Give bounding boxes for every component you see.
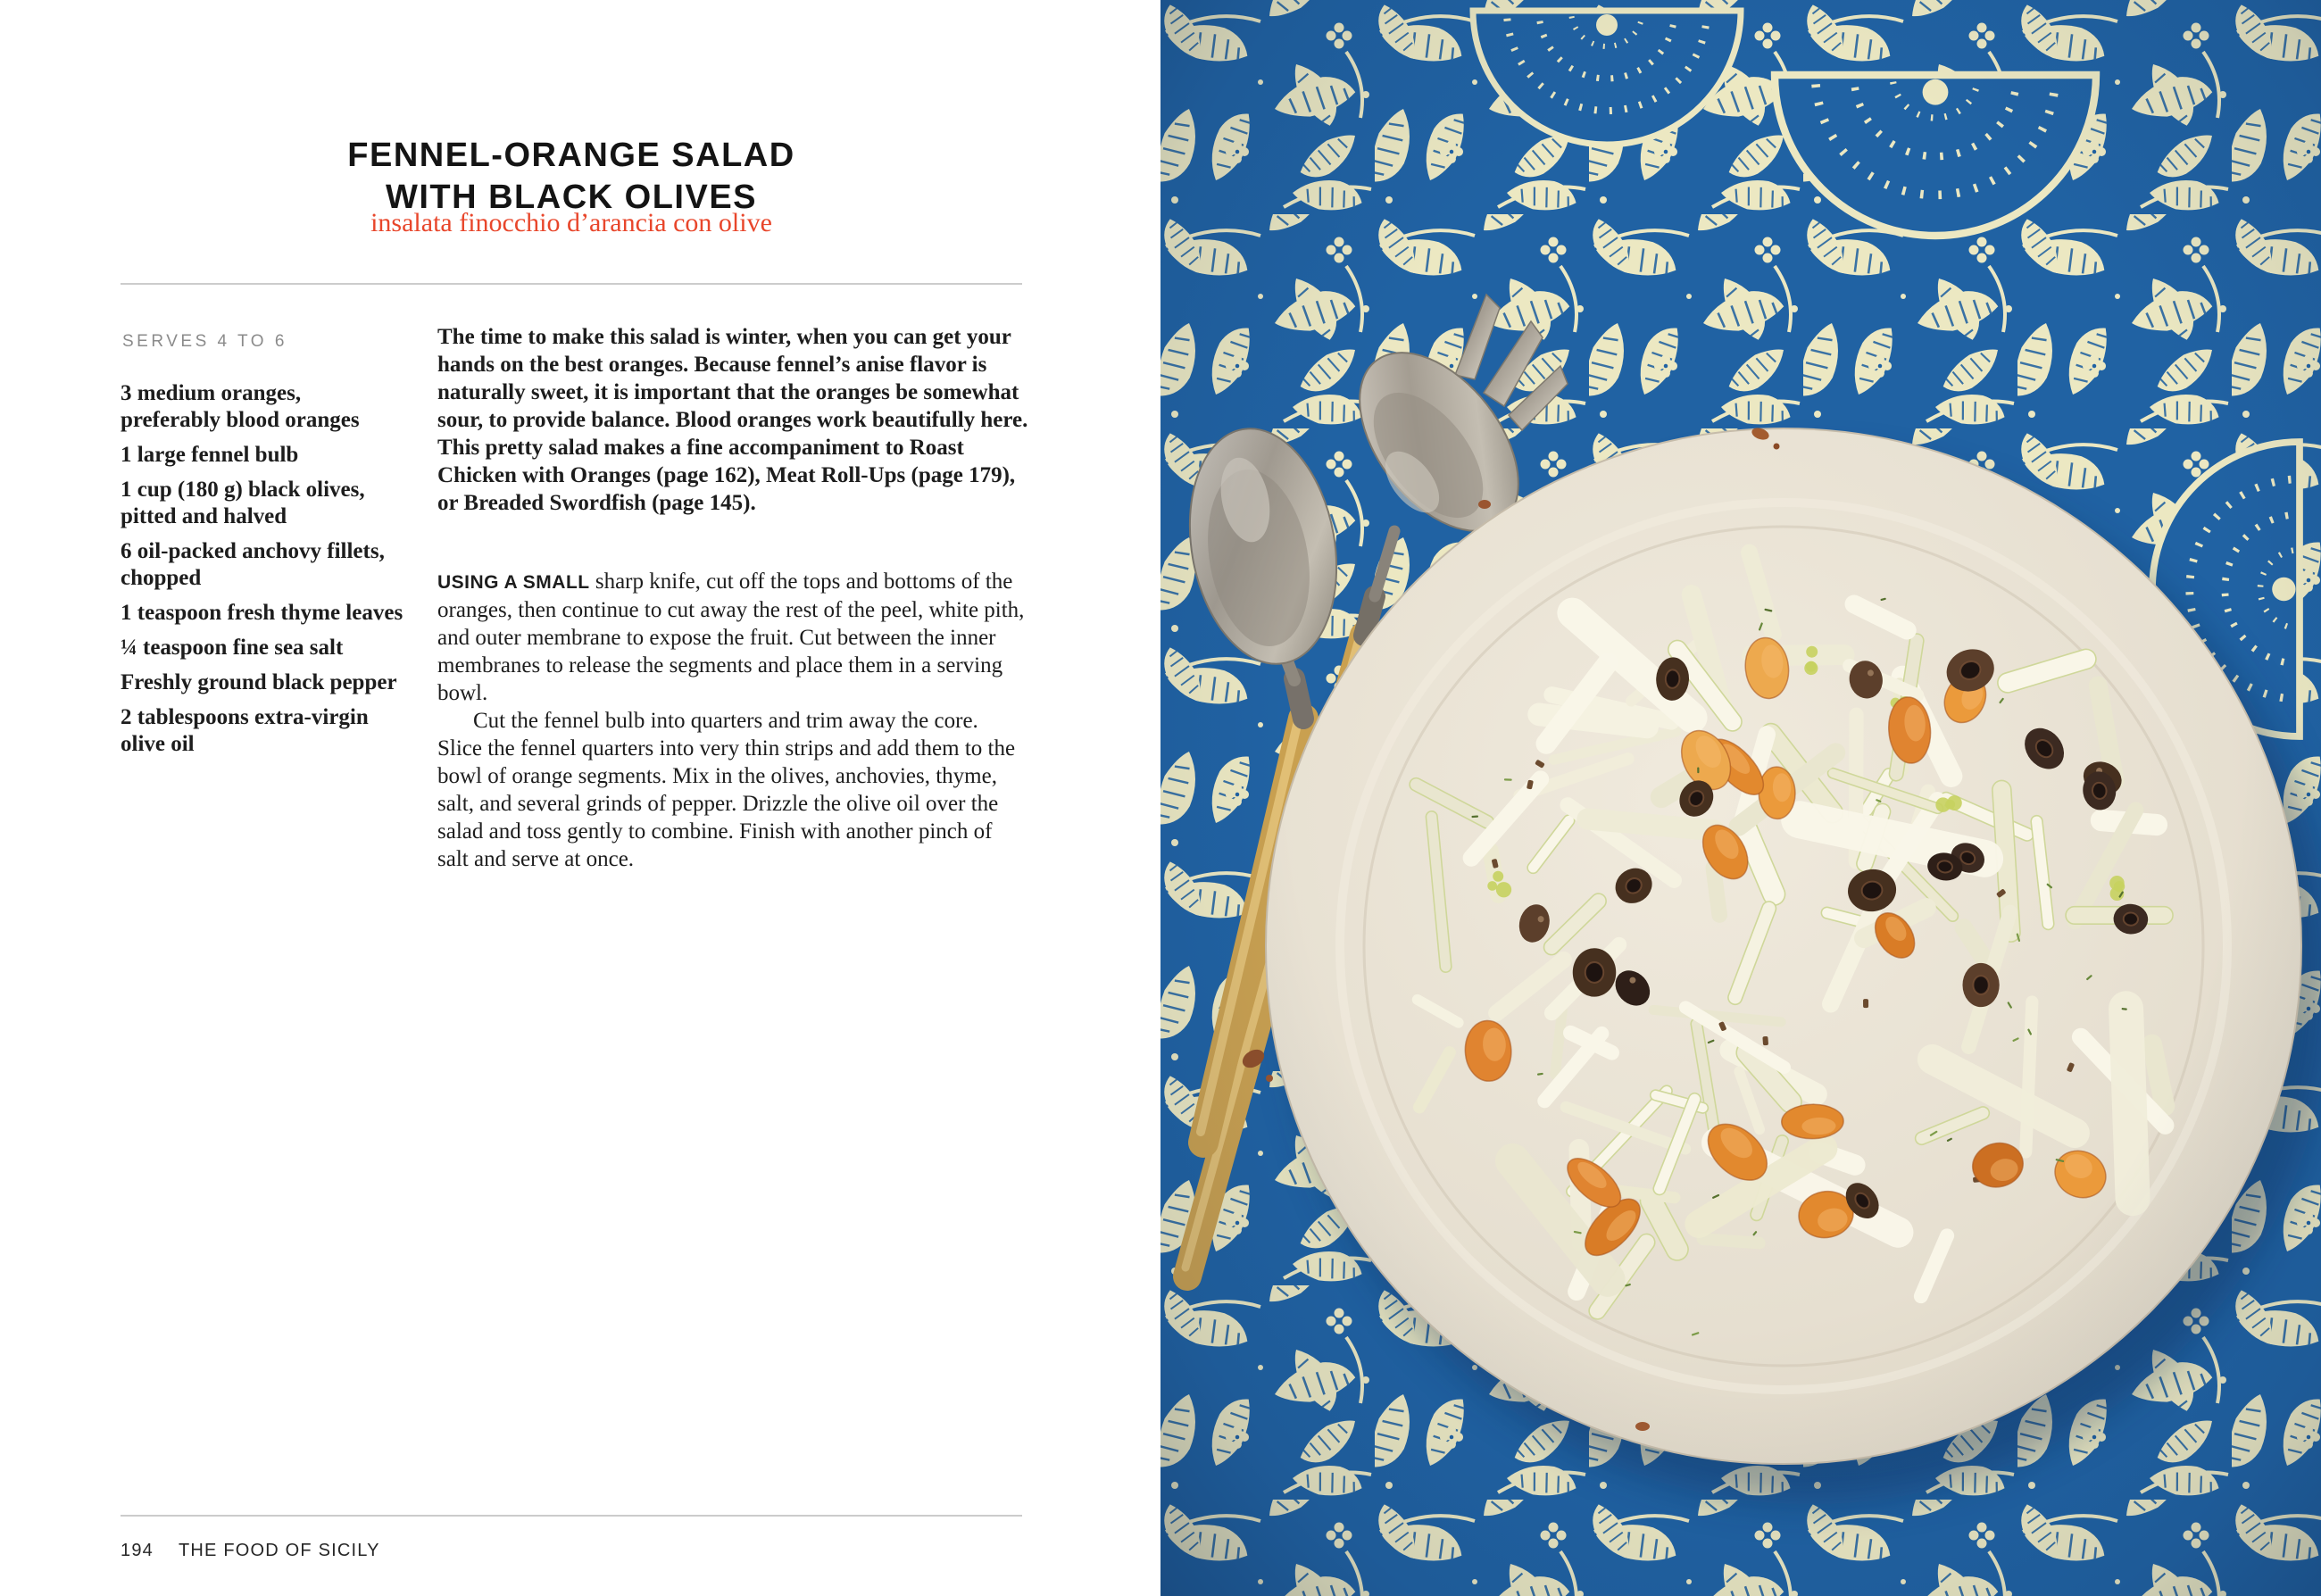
recipe-page [0,0,1160,1596]
serves-label: SERVES 4 TO 6 [122,332,287,351]
salad-photo [1160,0,2321,1596]
recipe-intro: The time to make this salad is winter, when you can get your hands on the best oranges. Because fennel’s anise flavor is naturally sweet, it is important that the oranges be somewhat sour, to provide balance. Blood oranges work beautifully here. This pretty salad makes a fine accompaniment to Roast Chicken with Oranges (page 162), Meat Roll-Ups (page 179), or Breaded Swordfish (page 145). [437,325,1028,515]
ingredient-item: 6 oil-packed anchovy fillets, chopped [121,539,385,590]
recipe-title-line2: WITH BLACK OLIVES [385,179,758,217]
page-footer [121,1541,380,1561]
ingredient-item: 1 teaspoon fresh thyme leaves [121,601,403,625]
recipe-step-2: Cut the fennel bulb into quarters and trim away the core. Slice the fennel quarters into very thin strips and add them to the bowl of orange segments. Mix in the olives, anchovies, thyme, salt, and several grinds of pepper. Drizzle the olive oil over the salad and toss gently to combine. Finish with another pinch of salt and serve at once. [437,709,1016,871]
step-lead-in: USING A SMALL [437,572,590,593]
ingredient-item: Freshly ground black pepper [121,670,397,694]
running-book-title: THE FOOD OF SICILY [178,1541,380,1560]
ingredient-item: 2 tablespoons extra-virgin olive oil [121,705,369,756]
recipe-subtitle-italian: insalata finocchio d’arancia con olive [370,208,772,237]
ingredient-item: 3 medium oranges, preferably blood oranges [121,381,360,432]
footer-divider [121,1515,1022,1517]
step-1-text: sharp knife, cut off the tops and bottoms of the oranges, then continue to cut away the rest of the peel, white pith, and outer membrane to expose the fruit. Cut between the inner membranes to release the segments and place them in a serving bowl. [437,569,1025,705]
method-column [437,323,1028,873]
recipe-step-1 [437,568,1028,707]
ingredients-list [121,380,406,766]
recipe-title-line1: FENNEL-ORANGE SALAD [347,137,795,175]
ingredient-item: 1 cup (180 g) black olives, pitted and halved [121,478,365,528]
page-number: 194 [121,1541,154,1560]
ingredient-item: 1 large fennel bulb [121,443,299,467]
ingredient-item: ¼ teaspoon fine sea salt [121,636,344,660]
top-divider [121,283,1022,285]
